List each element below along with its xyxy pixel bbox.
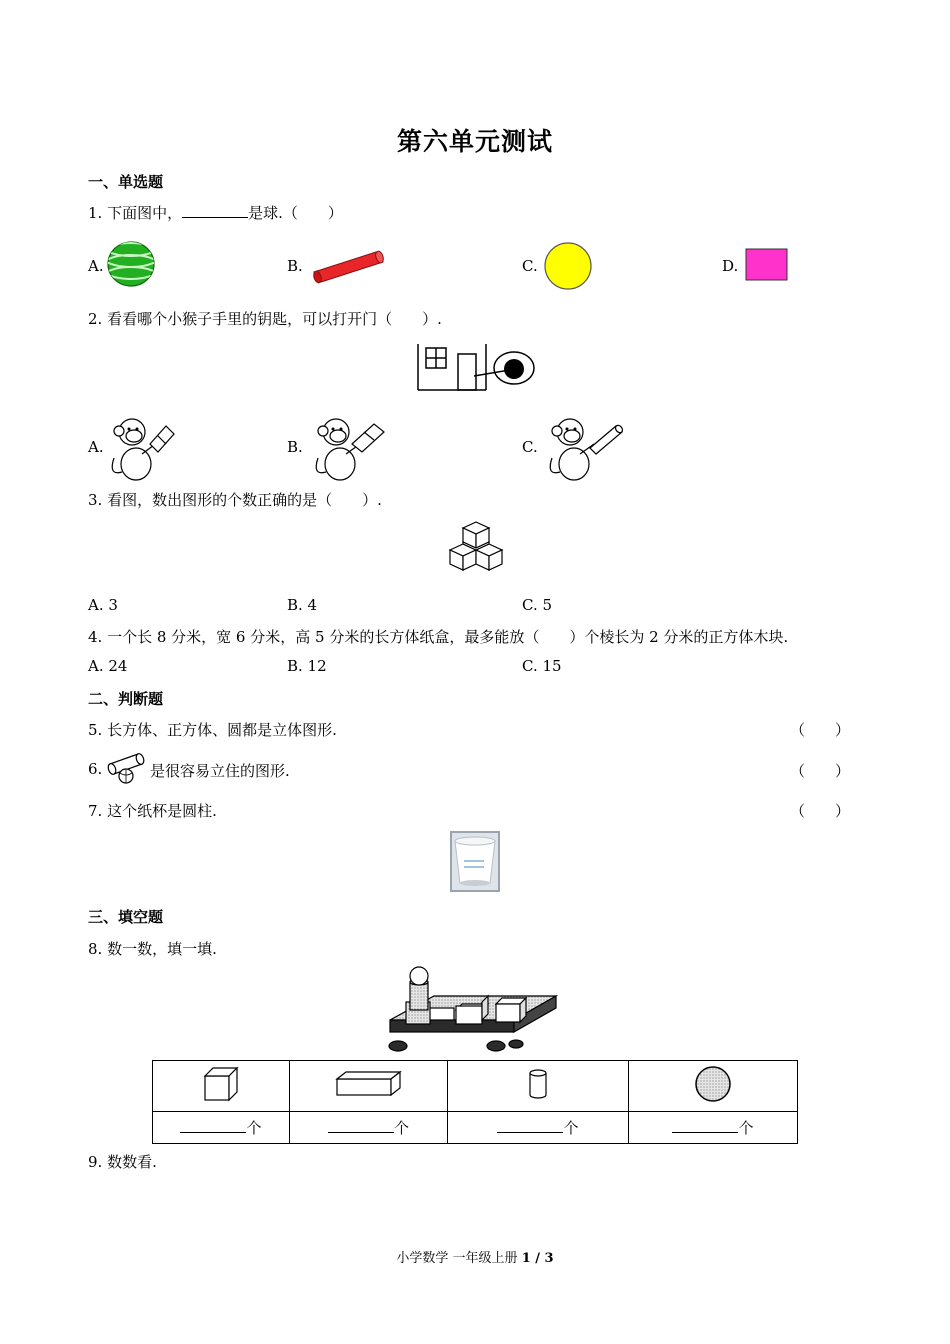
q3-option-c[interactable]: C. 5	[522, 596, 553, 614]
shapes-cart-icon	[384, 966, 560, 1054]
monkey-key-icon	[540, 414, 624, 482]
q3-option-a[interactable]: A. 3	[88, 596, 118, 614]
question-8: 8. 数一数，填一填.	[88, 940, 217, 958]
unit-label: 个	[393, 1118, 409, 1137]
answer-blank[interactable]	[328, 1120, 394, 1133]
magenta-square-icon	[745, 248, 789, 282]
q6-answer-paren[interactable]: （ ）	[790, 762, 851, 780]
q2-option-c-label[interactable]: C.	[522, 438, 538, 456]
count-table-cube-cell	[153, 1061, 290, 1112]
answer-blank[interactable]	[180, 1120, 246, 1133]
q4-option-c[interactable]: C. 15	[522, 657, 562, 675]
door-lock-icon	[416, 342, 540, 392]
count-table	[152, 1060, 798, 1144]
answer-blank[interactable]	[672, 1120, 738, 1133]
page-footer	[0, 1247, 950, 1266]
question-9: 9. 数数看.	[88, 1153, 157, 1171]
question-6-number: 6.	[88, 760, 103, 778]
count-table-answer-cell[interactable]	[290, 1111, 448, 1143]
answer-blank[interactable]	[497, 1120, 563, 1133]
unit-label: 个	[246, 1118, 262, 1137]
q2-option-a-label[interactable]: A.	[88, 438, 104, 456]
page-title: 第六单元测试	[396, 127, 553, 156]
paper-cup-icon	[450, 831, 500, 892]
cube-icon	[201, 1066, 241, 1102]
answer-blank[interactable]	[182, 205, 248, 218]
q2-option-b-label[interactable]: B.	[287, 438, 303, 456]
ball-icon	[106, 240, 156, 288]
question-1-text-a: 1. 下面图中，	[88, 204, 183, 222]
q4-option-b[interactable]: B. 12	[287, 657, 327, 675]
red-rod-icon	[310, 248, 388, 286]
count-table-answer-cell[interactable]	[448, 1111, 629, 1143]
question-7: 7. 这个纸杯是圆柱.	[88, 802, 217, 820]
unit-label: 个	[563, 1118, 579, 1137]
q7-answer-paren[interactable]: （ ）	[790, 802, 851, 820]
count-table-answer-cell[interactable]	[153, 1111, 290, 1143]
page-number: 1 / 3	[521, 1251, 554, 1266]
question-1-text-b: 是球.（ ）	[248, 204, 343, 222]
question-3: 3. 看图，数出图形的个数正确的是（ ）.	[88, 491, 382, 509]
question-2: 2. 看看哪个小猴子手里的钥匙，可以打开门（ ）.	[88, 310, 442, 328]
count-table-answer-cell[interactable]	[629, 1111, 798, 1143]
sphere-icon	[694, 1065, 732, 1103]
cylinder-ball-icon	[104, 750, 148, 784]
question-1	[88, 202, 343, 223]
count-table-cuboid-cell	[290, 1061, 448, 1112]
cylinder-icon	[526, 1067, 550, 1101]
cube-stack-icon	[442, 520, 510, 580]
cuboid-icon	[334, 1069, 404, 1099]
q1-option-d-label[interactable]: D.	[722, 257, 739, 275]
section-heading-true-false: 二、判断题	[88, 690, 164, 708]
q1-option-c-label[interactable]: C.	[522, 257, 538, 275]
q1-option-b-label[interactable]: B.	[287, 257, 303, 275]
count-table-sphere-cell	[629, 1061, 798, 1112]
yellow-circle-icon	[543, 241, 593, 291]
footer-text: 小学数学 一年级上册	[396, 1251, 522, 1266]
unit-label: 个	[738, 1118, 754, 1137]
q1-option-a-label[interactable]: A.	[88, 257, 104, 275]
q4-option-a[interactable]: A. 24	[88, 657, 128, 675]
question-6-text: 是很容易立住的图形.	[150, 762, 290, 780]
q3-option-b[interactable]: B. 4	[287, 596, 318, 614]
monkey-key-icon	[102, 414, 178, 482]
monkey-key-icon	[306, 414, 386, 482]
section-heading-single-choice: 一、单选题	[88, 173, 164, 191]
question-5: 5. 长方体、正方体、圆都是立体图形.	[88, 721, 337, 739]
count-table-cylinder-cell	[448, 1061, 629, 1112]
q5-answer-paren[interactable]: （ ）	[790, 721, 851, 739]
section-heading-fill-in: 三、填空题	[88, 908, 164, 926]
question-4: 4. 一个长 8 分米，宽 6 分米，高 5 分米的长方体纸盒，最多能放（ ）个棱长为 2 分米的正方体木块.	[88, 628, 789, 646]
